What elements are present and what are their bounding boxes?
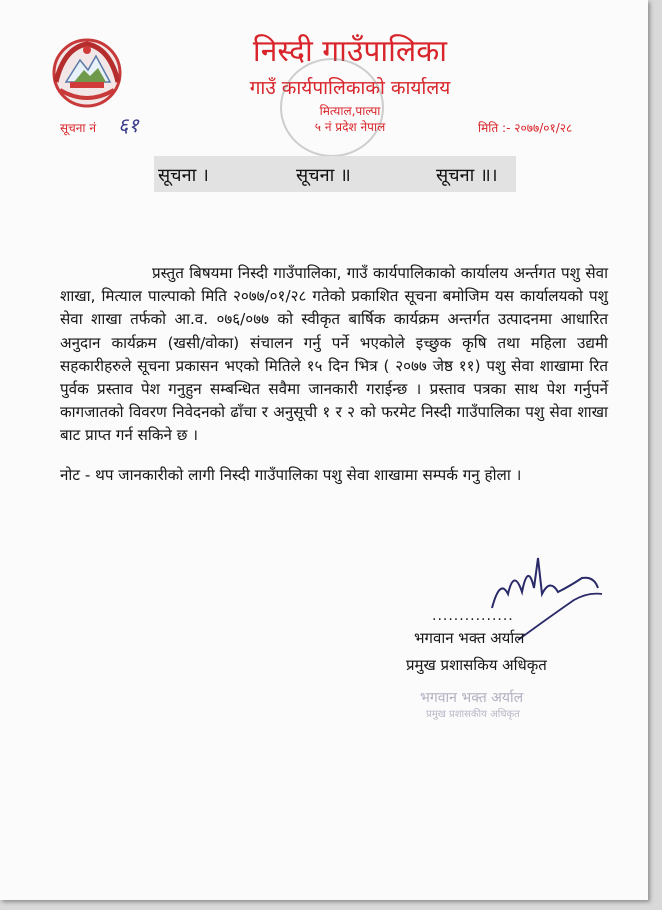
signatory-name: भगवान भक्त अर्याल <box>414 629 525 647</box>
banner-item-2: सूचना ॥ <box>296 165 351 186</box>
name-stamp: भगवान भक्त अर्याल <box>420 690 524 706</box>
office-address-line2: ५ नं प्रदेश नेपाल <box>314 120 386 134</box>
banner-item-1: सूचना । <box>158 165 209 186</box>
nepal-emblem-icon <box>44 36 130 110</box>
body-paragraph: प्रस्तुत बिषयमा निस्दी गाउँपालिका, गाउँ कार्यपालिकाको कार्यालय अर्न्तगत पशु सेवा शाखा, मित्याल पाल्पाको मिति २०७७/०१/२८ गतेको प्रकाशित सूचना बमोजिम यस कार्यालयको पशु सेवा शाखा तर्फको आ.व. ०७६/०७७ को स्वीकृत बार्षिक कार्यक्रम अन्तर्गत उत्पादनमा आधारित अनुदान कार्यक्रम (खसी/वोका) संचालन गर्नु पर्ने भएकोले इच्छुक कृषि तथा महिला उद्यमी सहकारीहरुले सूचना प्रकासन भएको मितिले १५ दिन भित्र ( २०७७ जेष्ठ ११) पशु सेवा शाखामा रित पुर्वक प्रस्ताव पेश गनुहुन सम्बन्धित सवैमा जानकारी गराईन्छ । प्रस्ताव पत्रका साथ पेश गर्नुपर्ने कागजातको विवरण निवेदनको ढाँचा र अनुसूची १ र २ को फरमेट निस्दी गाउँपालिका पशु सेवा शाखा बाट प्राप्त गर्न सकिने छ । <box>60 264 608 445</box>
signature-dots: ............... <box>432 608 514 624</box>
signatory-title: प्रमुख प्रशासकिय अधिकृत <box>406 656 547 674</box>
office-subtitle: गाउँ कार्यपालिकाको कार्यालय <box>249 77 451 99</box>
notice-number-value: ६१ <box>118 113 139 137</box>
office-address-line1: मित्याल,पाल्पा <box>319 104 381 118</box>
office-title: निस्दी गाउँपालिका <box>252 34 448 69</box>
banner-item-3: सूचना ॥। <box>436 165 498 186</box>
notice-date: मिति :- २०७७/०१/२८ <box>478 121 573 135</box>
notice-banner <box>154 156 516 192</box>
notice-body <box>60 262 608 487</box>
title-stamp: प्रमुख प्रशासकीय अधिकृत <box>426 709 520 720</box>
notice-number-label: सूचना नं <box>60 121 96 135</box>
body-note: नोट - थप जानकारीको लागी निस्दी गाउँपालिका पशु सेवा शाखामा सम्पर्क गनु होला । <box>60 465 522 484</box>
